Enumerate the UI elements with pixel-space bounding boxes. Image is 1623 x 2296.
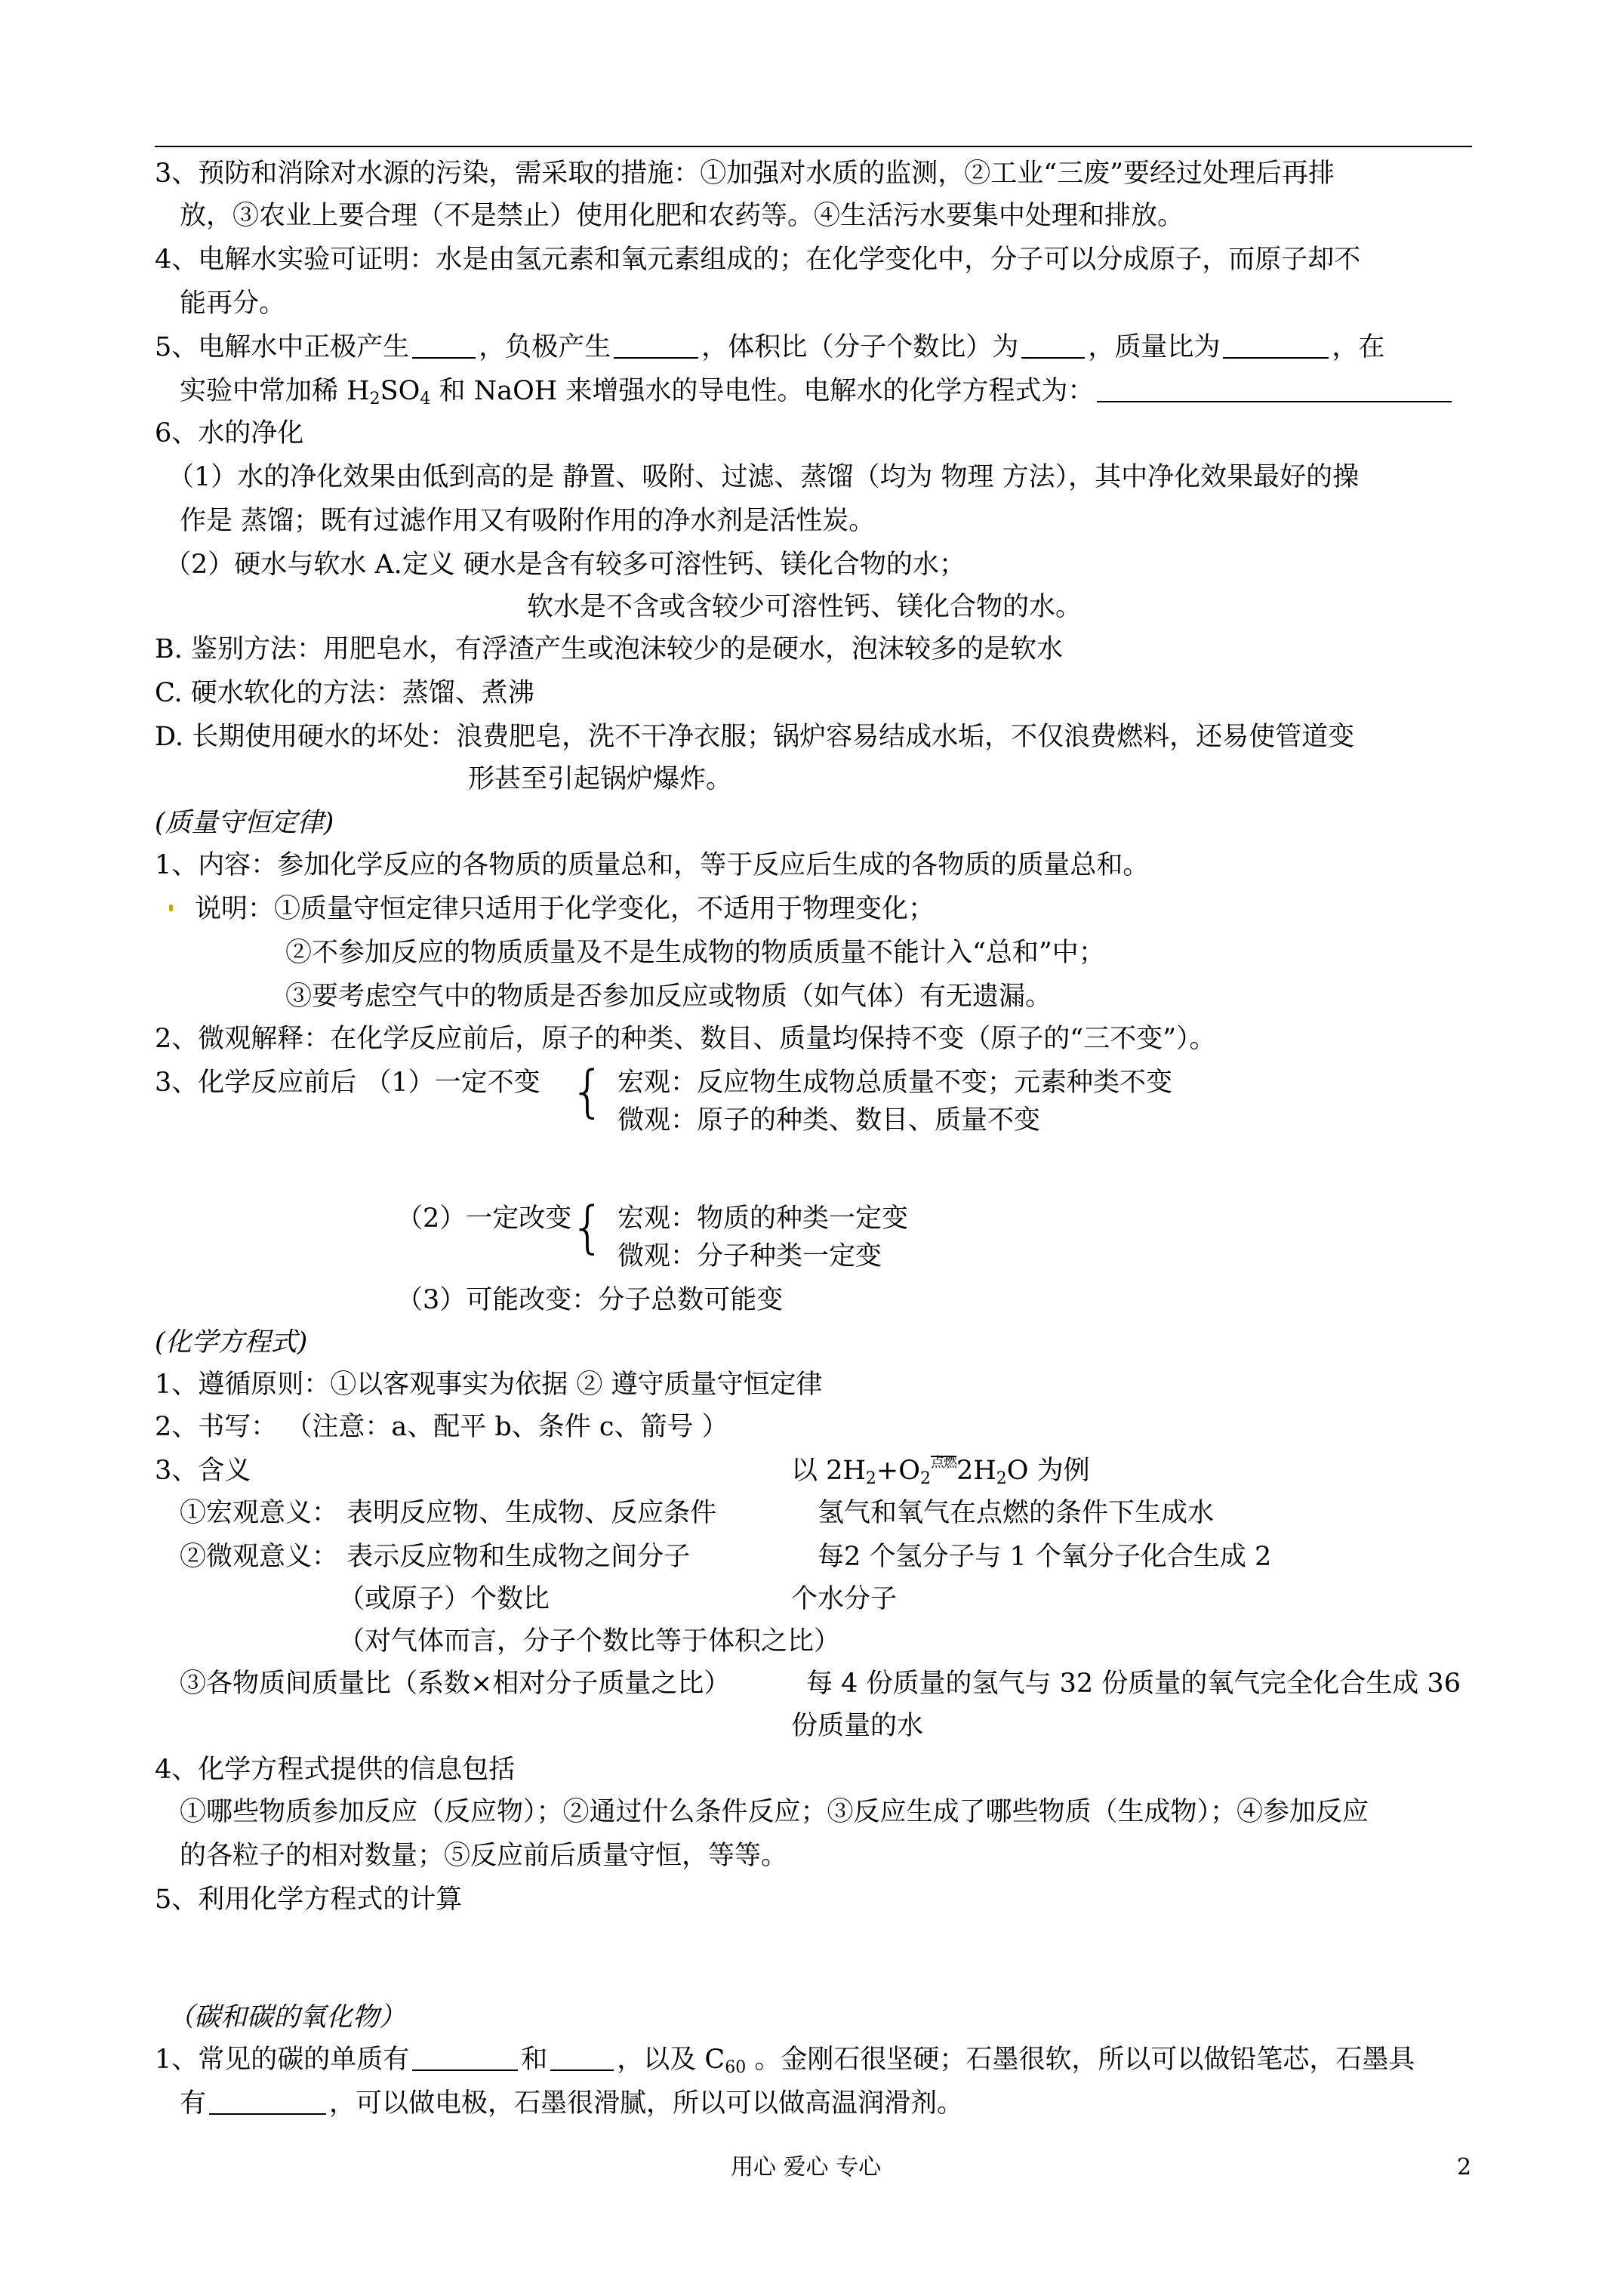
- text-line: 4、电解水实验可证明：水是由氢元素和氧元素组成的；在化学变化中，分子可以分成原子，而原子却不: [155, 245, 1361, 275]
- text-line: 的各粒子的相对数量；⑤反应前后质量守恒，等等。: [180, 1841, 788, 1871]
- fill-in-line: 1、常见的碳的单质有 和 ，以及 $C_{60}$ 。金刚石很坚硬；石墨很软，所以可以做铅笔芯，石墨具: [155, 2045, 1415, 2077]
- answer-blank[interactable]: [209, 2088, 326, 2115]
- section-heading: (化学方程式): [155, 1327, 308, 1358]
- text-line: 2、书写： （注意：a、配平 b、条件 c、箭号 ）: [155, 1412, 728, 1442]
- text-line: 软水是不含或含较少可溶性钙、镁化合物的水。: [527, 592, 1083, 622]
- text-line: （或原子）个数比: [338, 1584, 550, 1614]
- text-line: 4、化学方程式提供的信息包括: [155, 1755, 516, 1785]
- text-line: 微观：分子种类一定变: [617, 1241, 882, 1271]
- text-line: 1、内容：参加化学反应的各物质的质量总和，等于反应后生成的各物质的质量总和。: [155, 850, 1150, 880]
- text-line: 3、含义: [155, 1456, 251, 1486]
- text-line: （对气体而言，分子个数比等于体积之比）: [338, 1626, 841, 1657]
- text-line: （3）可能改变：分子总数可能变: [396, 1285, 784, 1315]
- brace-icon: {: [570, 1059, 606, 1124]
- text-line: 3、预防和消除对水源的污染，需采取的措施：①加强对水质的监测，②工业“三废”要经过处理后再排: [155, 159, 1335, 189]
- text-line: 放，③农业上要合理（不是禁止）使用化肥和农药等。④生活污水要集中处理和排放。: [180, 201, 1184, 231]
- text-line: 3、化学反应前后 （1）一定不变: [155, 1068, 540, 1098]
- section-heading: (质量守恒定律): [155, 808, 334, 838]
- text-line: 2、微观解释：在化学反应前后，原子的种类、数目、质量均保持不变（原子的“三不变”）。: [155, 1024, 1216, 1054]
- text-line: （2）一定改变: [396, 1203, 572, 1234]
- margin-mark: [169, 905, 173, 911]
- page-number: 2: [1457, 2154, 1472, 2180]
- text-line: 氢气和氧气在点燃的条件下生成水: [818, 1498, 1215, 1528]
- text-line: 6、水的净化: [155, 418, 304, 448]
- text-line: B. 鉴别方法：用肥皂水，有浮渣产生或泡沫较少的是硬水，泡沫较多的是软水: [155, 634, 1063, 664]
- reaction-arrow: 点燃: [931, 1454, 956, 1492]
- text-line: 1、遵循原则：①以客观事实为依据 ② 遵守质量守恒定律: [155, 1370, 823, 1400]
- text-line: 宏观：物质的种类一定变: [617, 1203, 909, 1234]
- footer-slogan: 用心 爱心 专心: [731, 2154, 882, 2180]
- text-line: C. 硬水软化的方法：蒸馏、煮沸: [155, 678, 534, 708]
- fill-in-line: 有 ，可以做电极，石墨很滑腻，所以可以做高温润滑剂。: [180, 2088, 964, 2119]
- text-line: 每 4 份质量的氢气与 32 份质量的氧气完全化合生成 36: [806, 1669, 1461, 1699]
- text-line: 5、利用化学方程式的计算: [155, 1885, 463, 1915]
- answer-blank[interactable]: [1097, 375, 1452, 402]
- text-line: ①哪些物质参加反应（反应物）；②通过什么条件反应；③反应生成了哪些物质（生成物）；④参加反应: [180, 1797, 1369, 1827]
- answer-blank[interactable]: [614, 331, 698, 359]
- text-line: 份质量的水: [791, 1711, 924, 1741]
- text-line: 形甚至引起锅炉爆炸。: [468, 764, 733, 794]
- text-line: 作是 蒸馏；既有过滤作用又有吸附作用的净水剂是活性炭。: [180, 506, 876, 536]
- text-line: ③各物质间质量比（系数×相对分子质量之比）: [180, 1669, 731, 1699]
- text-line: ①宏观意义： 表明反应物、生成物、反应条件: [180, 1498, 717, 1528]
- answer-blank[interactable]: [412, 2044, 518, 2071]
- equation: 以 $2H_2+O_2^{点燃}2H_2O$ 为例: [791, 1454, 1090, 1496]
- text-line: ②不参加反应的物质质量及不是生成物的物质质量不能计入“总和”中；: [285, 938, 1105, 968]
- header-rule: [155, 146, 1472, 147]
- text-line: 微观：原子的种类、数目、质量不变: [617, 1105, 1041, 1136]
- brace-icon: {: [570, 1195, 606, 1260]
- answer-blank[interactable]: [412, 331, 476, 359]
- text-line: （2）硬水与软水 A.定义 硬水是含有较多可溶性钙、镁化合物的水；: [165, 550, 965, 580]
- text-line: ③要考虑空气中的物质是否参加反应或物质（如气体）有无遗漏。: [285, 982, 1052, 1012]
- text-line: D. 长期使用硬水的坏处：浪费肥皂，洗不干净衣服；锅炉容易结成水垢，不仅浪费燃料，还易使管道变: [155, 722, 1355, 752]
- text-line: 个水分子: [791, 1584, 898, 1614]
- answer-blank[interactable]: [1021, 331, 1085, 359]
- text-line: 每2 个氢分子与 1 个氧分子化合生成 2: [818, 1542, 1272, 1572]
- text-line: 能再分。: [180, 288, 286, 319]
- fill-in-line: 实验中常加稀 $H_2SO_4$ 和 NaOH 来增强水的导电性。电解水的化学方程式为：: [180, 374, 1455, 416]
- answer-blank[interactable]: [1223, 331, 1329, 359]
- text-line: 宏观：反应物生成物总质量不变；元素种类不变: [617, 1068, 1173, 1098]
- answer-blank[interactable]: [550, 2044, 614, 2071]
- text-line: ②微观意义： 表示反应物和生成物之间分子: [180, 1542, 691, 1572]
- text-line: 说明：①质量守恒定律只适用于化学变化，不适用于物理变化；: [195, 894, 935, 924]
- section-heading: （碳和碳的氧化物）: [168, 2002, 406, 2032]
- text-line: （1）水的净化效果由低到高的是 静置、吸附、过滤、蒸馏（均为 物理 方法），其中净化效果最好的操: [168, 462, 1360, 492]
- fill-in-line: 5、电解水中正极产生 ，负极产生 ，体积比（分子个数比）为 ，质量比为 ，在: [155, 332, 1385, 362]
